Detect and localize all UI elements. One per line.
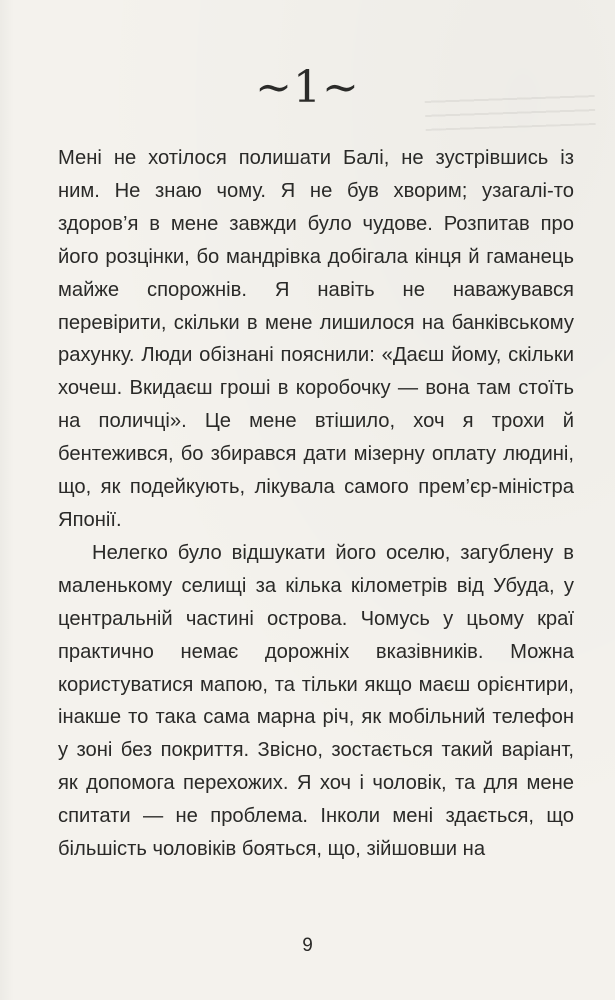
paragraph-2: Нелегко було відшукати його оселю, загублену в маленькому селищі за кілька кілометрів від Убуда, у центральній частині острова. Чомусь у цьому краї практично немає дорожніх вказівників. Можна користуватися мапою, та тільки якщо маєш орієнтири, інакше то така сама марна річ, як мобільний телефон у зоні без покриття. Звісно, зостається такий варіант, як допомога перехожих. Я хоч і чоловік, та для мене спитати — не проблема. Інколи мені здається, що більшість чоловіків бояться, що, зійшовши на <box>58 541 574 861</box>
chapter-heading: ~1~ <box>255 62 360 113</box>
body-text <box>58 142 574 866</box>
paragraph-1: Мені не хотілося полишати Балі, не зустрівшись із ним. Не знаю чому. Я не був хворим; узагалі-то здоров’я в мене завжди було чудове. Розпитав про його розцінки, бо мандрівка добігала кінця й гаманець майже спорожнів. Я навіть не наважувався перевірити, скільки в мене лишилося на банківському рахунку. Люди обізнані пояснили: «Даєш йому, скільки хочеш. Вкидаєш гроші в коробочку — вона там стоїть на поличці». Це мене втішило, хоч я трохи й бентежився, бо збирався дати мізерну оплату людині, що, як подейкують, лікувала самого прем’єр-міністра Японії. <box>58 147 574 531</box>
page-number: 9 <box>302 935 313 956</box>
